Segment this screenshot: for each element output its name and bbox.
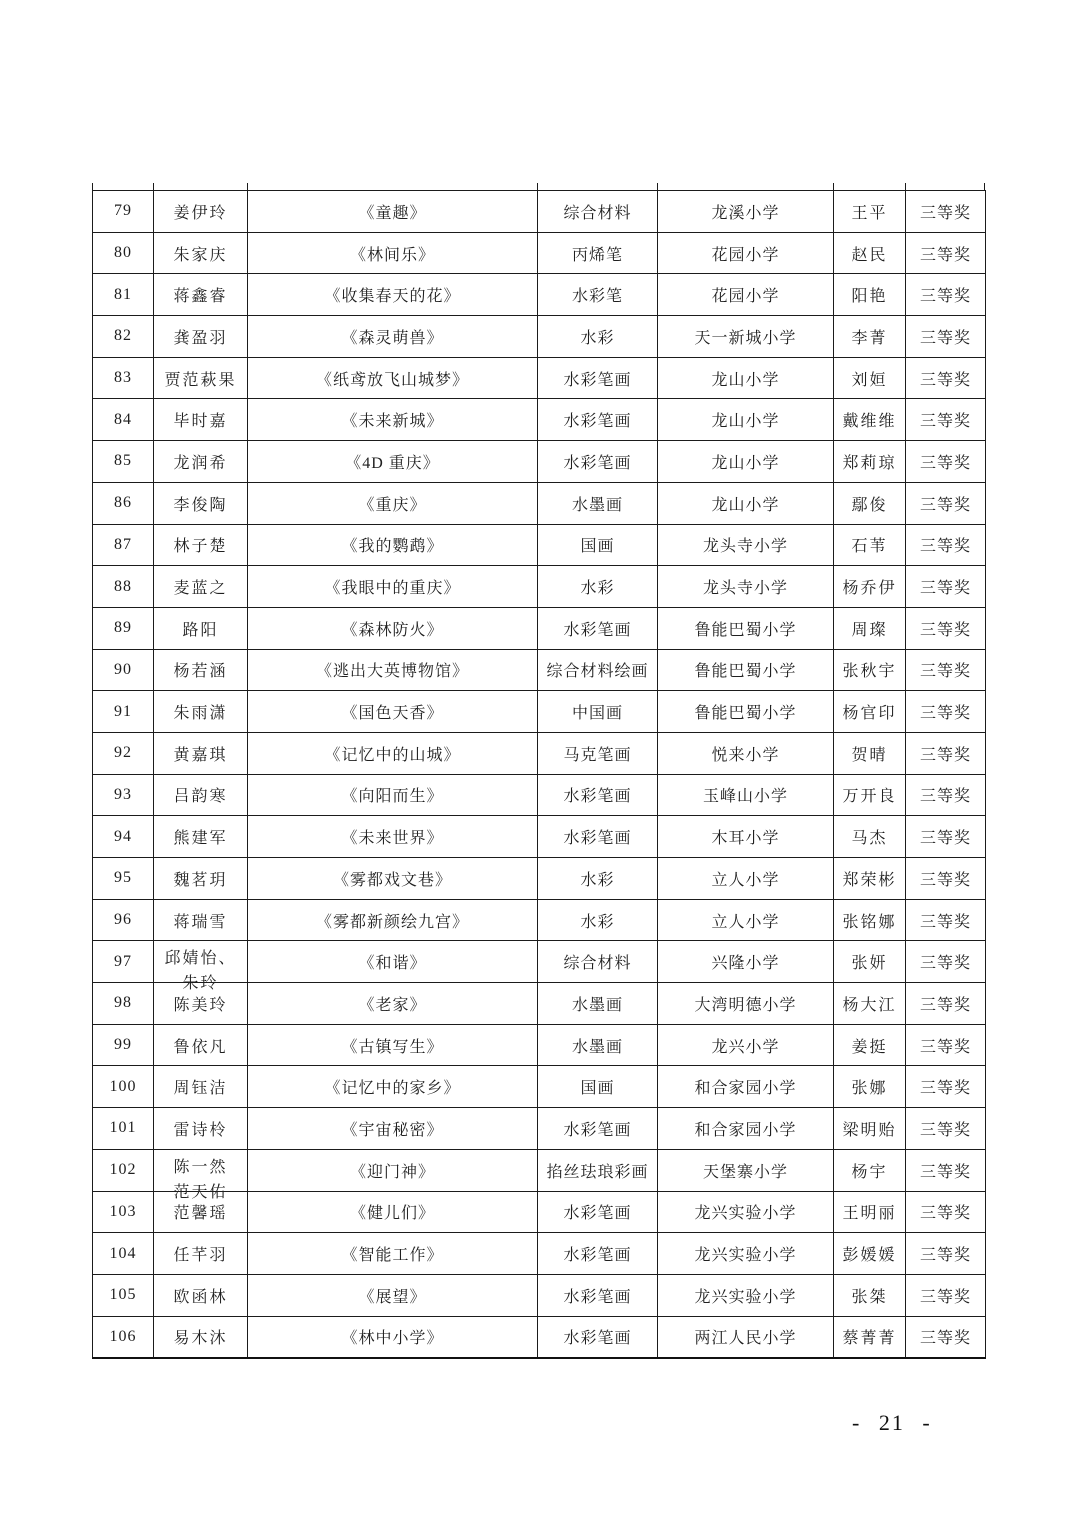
cell-student-name: 蒋瑞雪 bbox=[154, 899, 248, 941]
cell-serial-number: 96 bbox=[93, 899, 154, 941]
cell-teacher: 张妍 bbox=[834, 941, 906, 983]
table-row bbox=[93, 774, 986, 816]
cell-student-name: 贾范萩果 bbox=[154, 357, 248, 399]
cell-art-medium: 综合材料 bbox=[538, 941, 658, 983]
table-continuation-rule bbox=[905, 183, 906, 190]
cell-artwork-title: 《雾都新颜绘九宫》 bbox=[248, 899, 538, 941]
cell-artwork-title: 《童趣》 bbox=[248, 191, 538, 233]
cell-school: 鲁能巴蜀小学 bbox=[658, 691, 834, 733]
table-continuation-rule bbox=[153, 183, 154, 190]
cell-artwork-title: 《我眼中的重庆》 bbox=[248, 566, 538, 608]
cell-student-name: 熊建军 bbox=[154, 816, 248, 858]
cell-student-name: 陈美玲 bbox=[154, 983, 248, 1025]
cell-student-name: 龙润希 bbox=[154, 441, 248, 483]
cell-serial-number: 91 bbox=[93, 691, 154, 733]
cell-teacher: 杨大江 bbox=[834, 983, 906, 1025]
cell-serial-number: 94 bbox=[93, 816, 154, 858]
page-number: - 21 - bbox=[852, 1410, 932, 1435]
cell-art-medium: 水彩笔画 bbox=[538, 399, 658, 441]
cell-teacher: 张娜 bbox=[834, 1066, 906, 1108]
cell-school: 花园小学 bbox=[658, 232, 834, 274]
cell-student-name: 路阳 bbox=[154, 607, 248, 649]
cell-teacher: 刘姮 bbox=[834, 357, 906, 399]
table-continuation-rule bbox=[247, 183, 248, 190]
cell-student-name: 朱家庆 bbox=[154, 232, 248, 274]
cell-artwork-title: 《迎门神》 bbox=[248, 1149, 538, 1191]
cell-student-name: 龚盈羽 bbox=[154, 316, 248, 358]
cell-artwork-title: 《向阳而生》 bbox=[248, 774, 538, 816]
cell-serial-number: 105 bbox=[93, 1274, 154, 1316]
cell-award-level: 三等奖 bbox=[906, 524, 986, 566]
cell-art-medium: 水彩笔画 bbox=[538, 1191, 658, 1233]
cell-school: 龙溪小学 bbox=[658, 191, 834, 233]
cell-teacher: 梁明贻 bbox=[834, 1108, 906, 1150]
cell-student-name: 任芊羽 bbox=[154, 1233, 248, 1275]
table-row bbox=[93, 1274, 986, 1316]
cell-school: 大湾明德小学 bbox=[658, 983, 834, 1025]
cell-serial-number: 97 bbox=[93, 941, 154, 983]
table-row bbox=[93, 983, 986, 1025]
cell-school: 龙头寺小学 bbox=[658, 566, 834, 608]
table-continuation-rule bbox=[92, 183, 93, 190]
cell-serial-number: 98 bbox=[93, 983, 154, 1025]
cell-student-name: 蒋鑫睿 bbox=[154, 274, 248, 316]
cell-school: 立人小学 bbox=[658, 899, 834, 941]
table-row bbox=[93, 232, 986, 274]
cell-serial-number: 93 bbox=[93, 774, 154, 816]
table-row bbox=[93, 899, 986, 941]
cell-award-level: 三等奖 bbox=[906, 1233, 986, 1275]
cell-teacher: 张铭娜 bbox=[834, 899, 906, 941]
cell-art-medium: 水墨画 bbox=[538, 1024, 658, 1066]
cell-teacher: 李菁 bbox=[834, 316, 906, 358]
student-name-line1: 邱婧怡、 bbox=[164, 950, 237, 968]
cell-award-level: 三等奖 bbox=[906, 816, 986, 858]
table-row bbox=[93, 441, 986, 483]
cell-school: 龙山小学 bbox=[658, 441, 834, 483]
cell-art-medium: 水彩笔画 bbox=[538, 441, 658, 483]
cell-art-medium: 马克笔画 bbox=[538, 732, 658, 774]
cell-teacher: 王平 bbox=[834, 191, 906, 233]
table-row bbox=[93, 858, 986, 900]
cell-award-level: 三等奖 bbox=[906, 316, 986, 358]
cell-school: 龙头寺小学 bbox=[658, 524, 834, 566]
cell-school: 龙兴实验小学 bbox=[658, 1233, 834, 1275]
table-row bbox=[93, 566, 986, 608]
cell-artwork-title: 《森林防火》 bbox=[248, 607, 538, 649]
cell-school: 天堡寨小学 bbox=[658, 1149, 834, 1191]
cell-artwork-title: 《林中小学》 bbox=[248, 1316, 538, 1358]
cell-serial-number: 80 bbox=[93, 232, 154, 274]
cell-art-medium: 掐丝珐琅彩画 bbox=[538, 1149, 658, 1191]
cell-art-medium: 水彩 bbox=[538, 566, 658, 608]
cell-award-level: 三等奖 bbox=[906, 441, 986, 483]
cell-award-level: 三等奖 bbox=[906, 1274, 986, 1316]
cell-serial-number: 102 bbox=[93, 1149, 154, 1191]
table-row bbox=[93, 607, 986, 649]
cell-serial-number: 86 bbox=[93, 482, 154, 524]
cell-serial-number: 92 bbox=[93, 732, 154, 774]
cell-student-name: 吕韵寒 bbox=[154, 774, 248, 816]
cell-student-name: 杨若涵 bbox=[154, 649, 248, 691]
cell-school: 鲁能巴蜀小学 bbox=[658, 607, 834, 649]
cell-art-medium: 丙烯笔 bbox=[538, 232, 658, 274]
cell-serial-number: 83 bbox=[93, 357, 154, 399]
cell-student-name: 范馨瑶 bbox=[154, 1191, 248, 1233]
cell-award-level: 三等奖 bbox=[906, 1316, 986, 1358]
cell-artwork-title: 《国色天香》 bbox=[248, 691, 538, 733]
cell-artwork-title: 《未来世界》 bbox=[248, 816, 538, 858]
cell-artwork-title: 《林间乐》 bbox=[248, 232, 538, 274]
table-row bbox=[93, 1316, 986, 1358]
table-row bbox=[93, 399, 986, 441]
cell-teacher: 杨官印 bbox=[834, 691, 906, 733]
cell-teacher: 马杰 bbox=[834, 816, 906, 858]
cell-teacher: 鄢俊 bbox=[834, 482, 906, 524]
cell-art-medium: 水彩笔画 bbox=[538, 1316, 658, 1358]
cell-art-medium: 水彩笔画 bbox=[538, 774, 658, 816]
cell-artwork-title: 《重庆》 bbox=[248, 482, 538, 524]
cell-student-name: 欧函林 bbox=[154, 1274, 248, 1316]
cell-art-medium: 水彩笔画 bbox=[538, 357, 658, 399]
cell-school: 龙山小学 bbox=[658, 482, 834, 524]
cell-art-medium: 水彩笔画 bbox=[538, 607, 658, 649]
cell-award-level: 三等奖 bbox=[906, 566, 986, 608]
cell-award-level: 三等奖 bbox=[906, 1066, 986, 1108]
table-row bbox=[93, 316, 986, 358]
cell-teacher: 石苇 bbox=[834, 524, 906, 566]
cell-art-medium: 水墨画 bbox=[538, 983, 658, 1025]
cell-school: 和合家园小学 bbox=[658, 1108, 834, 1150]
cell-artwork-title: 《和谐》 bbox=[248, 941, 538, 983]
cell-art-medium: 水彩笔画 bbox=[538, 1108, 658, 1150]
cell-school: 悦来小学 bbox=[658, 732, 834, 774]
cell-teacher: 张秋宇 bbox=[834, 649, 906, 691]
cell-award-level: 三等奖 bbox=[906, 691, 986, 733]
cell-artwork-title: 《4D 重庆》 bbox=[248, 441, 538, 483]
table-row bbox=[93, 1108, 986, 1150]
cell-award-level: 三等奖 bbox=[906, 1108, 986, 1150]
table-row bbox=[93, 524, 986, 566]
cell-student-name: 周钰洁 bbox=[154, 1066, 248, 1108]
cell-award-level: 三等奖 bbox=[906, 399, 986, 441]
cell-serial-number: 99 bbox=[93, 1024, 154, 1066]
cell-student-name: 鲁依凡 bbox=[154, 1024, 248, 1066]
cell-art-medium: 综合材料 bbox=[538, 191, 658, 233]
cell-artwork-title: 《森灵萌兽》 bbox=[248, 316, 538, 358]
cell-art-medium: 综合材料绘画 bbox=[538, 649, 658, 691]
cell-award-level: 三等奖 bbox=[906, 1149, 986, 1191]
cell-artwork-title: 《收集春天的花》 bbox=[248, 274, 538, 316]
cell-school: 兴隆小学 bbox=[658, 941, 834, 983]
cell-serial-number: 84 bbox=[93, 399, 154, 441]
cell-award-level: 三等奖 bbox=[906, 649, 986, 691]
cell-school: 立人小学 bbox=[658, 858, 834, 900]
cell-art-medium: 水彩笔 bbox=[538, 274, 658, 316]
student-name-line1: 陈一然 bbox=[173, 1158, 228, 1176]
cell-art-medium: 中国画 bbox=[538, 691, 658, 733]
cell-serial-number: 104 bbox=[93, 1233, 154, 1275]
cell-teacher: 张桀 bbox=[834, 1274, 906, 1316]
cell-school: 龙山小学 bbox=[658, 399, 834, 441]
cell-serial-number: 79 bbox=[93, 191, 154, 233]
table-row bbox=[93, 732, 986, 774]
cell-art-medium: 国画 bbox=[538, 524, 658, 566]
cell-student-name: 麦蓝之 bbox=[154, 566, 248, 608]
cell-school: 龙兴实验小学 bbox=[658, 1191, 834, 1233]
cell-award-level: 三等奖 bbox=[906, 732, 986, 774]
cell-art-medium: 水彩笔画 bbox=[538, 1274, 658, 1316]
cell-award-level: 三等奖 bbox=[906, 232, 986, 274]
cell-art-medium: 水彩笔画 bbox=[538, 816, 658, 858]
student-name-line2-clipped: 范天佑 bbox=[173, 1183, 228, 1201]
cell-teacher: 彭媛媛 bbox=[834, 1233, 906, 1275]
table-row bbox=[93, 274, 986, 316]
cell-artwork-title: 《展望》 bbox=[248, 1274, 538, 1316]
table-row bbox=[93, 191, 986, 233]
cell-award-level: 三等奖 bbox=[906, 482, 986, 524]
cell-student-name: 姜伊玲 bbox=[154, 191, 248, 233]
cell-teacher: 杨乔伊 bbox=[834, 566, 906, 608]
cell-serial-number: 103 bbox=[93, 1191, 154, 1233]
table-row bbox=[93, 482, 986, 524]
table-row bbox=[93, 1233, 986, 1275]
cell-teacher: 万开良 bbox=[834, 774, 906, 816]
table-row bbox=[93, 1149, 986, 1191]
cell-teacher: 王明丽 bbox=[834, 1191, 906, 1233]
table-row bbox=[93, 816, 986, 858]
table-continuation-rule bbox=[537, 183, 538, 190]
cell-teacher: 阳艳 bbox=[834, 274, 906, 316]
cell-serial-number: 87 bbox=[93, 524, 154, 566]
cell-school: 木耳小学 bbox=[658, 816, 834, 858]
cell-award-level: 三等奖 bbox=[906, 899, 986, 941]
cell-artwork-title: 《老家》 bbox=[248, 983, 538, 1025]
cell-serial-number: 100 bbox=[93, 1066, 154, 1108]
cell-school: 花园小学 bbox=[658, 274, 834, 316]
table-row bbox=[93, 649, 986, 691]
cell-award-level: 三等奖 bbox=[906, 941, 986, 983]
cell-student-name: 朱雨潇 bbox=[154, 691, 248, 733]
cell-student-name: 林子楚 bbox=[154, 524, 248, 566]
cell-artwork-title: 《记忆中的家乡》 bbox=[248, 1066, 538, 1108]
cell-teacher: 贺晴 bbox=[834, 732, 906, 774]
cell-serial-number: 82 bbox=[93, 316, 154, 358]
cell-serial-number: 95 bbox=[93, 858, 154, 900]
cell-teacher: 姜挺 bbox=[834, 1024, 906, 1066]
table-continuation-rule bbox=[833, 183, 834, 190]
cell-school: 龙山小学 bbox=[658, 357, 834, 399]
cell-award-level: 三等奖 bbox=[906, 983, 986, 1025]
cell-art-medium: 水墨画 bbox=[538, 482, 658, 524]
cell-student-name: 李俊陶 bbox=[154, 482, 248, 524]
cell-student-name: 魏茗玥 bbox=[154, 858, 248, 900]
cell-student-name: 雷诗柃 bbox=[154, 1108, 248, 1150]
table-continuation-rule bbox=[657, 183, 658, 190]
cell-artwork-title: 《健儿们》 bbox=[248, 1191, 538, 1233]
cell-award-level: 三等奖 bbox=[906, 1191, 986, 1233]
cell-teacher: 赵民 bbox=[834, 232, 906, 274]
cell-teacher: 周璨 bbox=[834, 607, 906, 649]
cell-award-level: 三等奖 bbox=[906, 858, 986, 900]
cell-award-level: 三等奖 bbox=[906, 191, 986, 233]
cell-teacher: 蔡菁菁 bbox=[834, 1316, 906, 1358]
cell-serial-number: 85 bbox=[93, 441, 154, 483]
student-name-line2-clipped: 朱玲 bbox=[182, 975, 219, 993]
cell-award-level: 三等奖 bbox=[906, 774, 986, 816]
cell-art-medium: 国画 bbox=[538, 1066, 658, 1108]
cell-artwork-title: 《未来新城》 bbox=[248, 399, 538, 441]
cell-art-medium: 水彩笔画 bbox=[538, 1233, 658, 1275]
cell-award-level: 三等奖 bbox=[906, 1024, 986, 1066]
cell-student-name bbox=[154, 941, 248, 993]
cell-teacher: 郑荣彬 bbox=[834, 858, 906, 900]
table-row bbox=[93, 691, 986, 733]
cell-teacher: 戴维维 bbox=[834, 399, 906, 441]
cell-artwork-title: 《智能工作》 bbox=[248, 1233, 538, 1275]
cell-artwork-title: 《记忆中的山城》 bbox=[248, 732, 538, 774]
cell-award-level: 三等奖 bbox=[906, 357, 986, 399]
table-continuation-rule bbox=[984, 183, 985, 190]
cell-serial-number: 81 bbox=[93, 274, 154, 316]
award-list-table bbox=[92, 190, 986, 1359]
cell-artwork-title: 《古镇写生》 bbox=[248, 1024, 538, 1066]
cell-school: 天一新城小学 bbox=[658, 316, 834, 358]
cell-serial-number: 101 bbox=[93, 1108, 154, 1150]
cell-school: 和合家园小学 bbox=[658, 1066, 834, 1108]
cell-student-name: 易木沐 bbox=[154, 1316, 248, 1358]
cell-school: 玉峰山小学 bbox=[658, 774, 834, 816]
cell-teacher: 郑莉琼 bbox=[834, 441, 906, 483]
cell-artwork-title: 《逃出大英博物馆》 bbox=[248, 649, 538, 691]
cell-artwork-title: 《我的鹦鹉》 bbox=[248, 524, 538, 566]
cell-school: 龙兴实验小学 bbox=[658, 1274, 834, 1316]
cell-school: 鲁能巴蜀小学 bbox=[658, 649, 834, 691]
table-row bbox=[93, 1024, 986, 1066]
cell-serial-number: 88 bbox=[93, 566, 154, 608]
cell-student-name: 黄嘉琪 bbox=[154, 732, 248, 774]
cell-school: 两江人民小学 bbox=[658, 1316, 834, 1358]
cell-serial-number: 90 bbox=[93, 649, 154, 691]
cell-art-medium: 水彩 bbox=[538, 899, 658, 941]
cell-art-medium: 水彩 bbox=[538, 858, 658, 900]
cell-serial-number: 106 bbox=[93, 1316, 154, 1358]
cell-artwork-title: 《雾都戏文巷》 bbox=[248, 858, 538, 900]
cell-award-level: 三等奖 bbox=[906, 274, 986, 316]
table-row bbox=[93, 941, 986, 983]
cell-school: 龙兴小学 bbox=[658, 1024, 834, 1066]
cell-award-level: 三等奖 bbox=[906, 607, 986, 649]
table-row bbox=[93, 1066, 986, 1108]
cell-student-name bbox=[154, 1149, 248, 1201]
cell-student-name: 毕时嘉 bbox=[154, 399, 248, 441]
cell-artwork-title: 《纸鸢放飞山城梦》 bbox=[248, 357, 538, 399]
table-row bbox=[93, 357, 986, 399]
cell-art-medium: 水彩 bbox=[538, 316, 658, 358]
cell-teacher: 杨宇 bbox=[834, 1149, 906, 1191]
cell-serial-number: 89 bbox=[93, 607, 154, 649]
cell-artwork-title: 《宇宙秘密》 bbox=[248, 1108, 538, 1150]
